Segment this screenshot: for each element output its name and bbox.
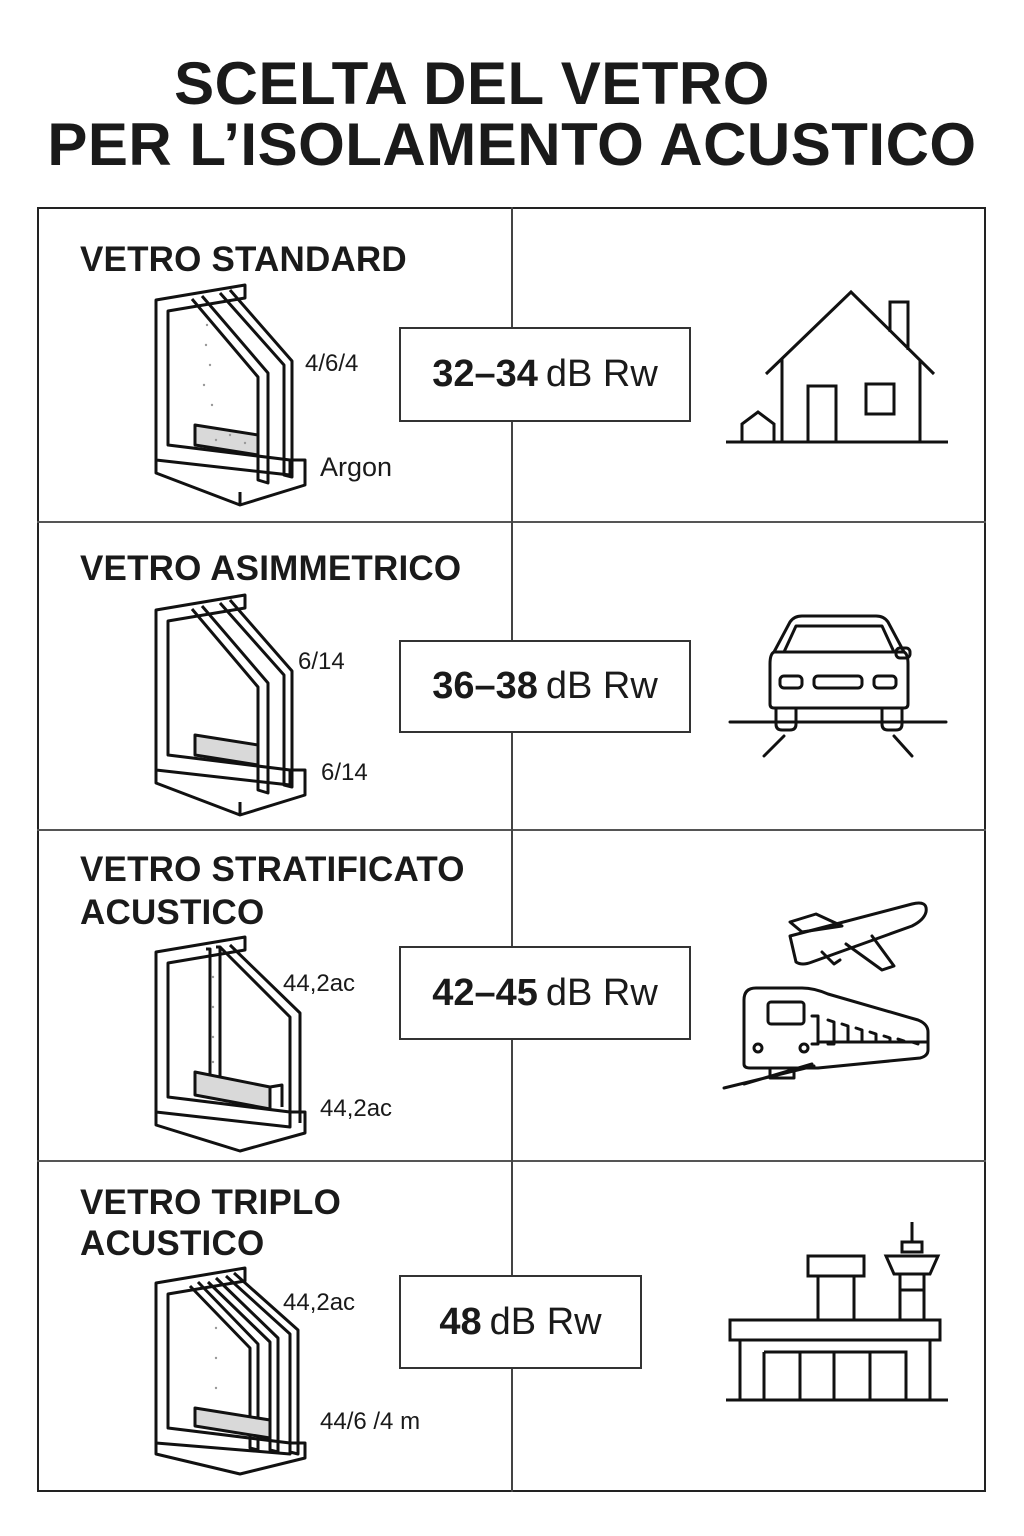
rating-box: [399, 946, 691, 1040]
page-title-line2: PER L’ISOLAMENTO ACUSTICO: [47, 111, 977, 178]
spec-bottom: 44,2ac: [320, 1095, 393, 1122]
row-title-laminated: VETRO STRATIFICATO: [80, 850, 465, 889]
airport-icon: [724, 1218, 950, 1406]
row-title-standard: VETRO STANDARD: [80, 240, 407, 279]
rating-value: 48: [439, 1300, 482, 1343]
double-glazing-window-icon: [150, 285, 310, 510]
rating-box: [399, 640, 691, 733]
rating-unit: dB Rw: [545, 665, 658, 707]
row-title-asymmetric: VETRO ASIMMETRICO: [80, 549, 462, 588]
rating-value: 42–45: [432, 971, 538, 1014]
spec-top: 44,2ac: [283, 1289, 356, 1316]
rating-unit: dB Rw: [545, 971, 658, 1014]
spec-top: 44,2ac: [283, 970, 356, 997]
rating-value: 32–34: [432, 353, 538, 395]
row-title-laminated-line2: ACUSTICO: [80, 893, 265, 932]
rating-unit: dB Rw: [489, 1300, 602, 1343]
plane-train-icon: [722, 892, 934, 1092]
car-icon: [728, 612, 950, 760]
spec-bottom: 44/6 /4 m: [320, 1408, 421, 1435]
rating-value: 36–38: [432, 665, 538, 707]
spec-bottom: Argon: [320, 452, 393, 482]
spec-top: 6/14: [298, 648, 345, 675]
spec-bottom: 6/14: [321, 759, 368, 786]
spec-top: 4/6/4: [305, 350, 359, 377]
rating-box: [399, 1275, 642, 1369]
house-icon: [724, 288, 950, 448]
page-title-line1: SCELTA DEL VETRO: [174, 50, 770, 117]
row-title-triple-line2: ACUSTICO: [80, 1224, 265, 1263]
row-title-triple: VETRO TRIPLO: [80, 1183, 342, 1222]
rating-box: [399, 327, 691, 422]
rating-unit: dB Rw: [545, 353, 658, 395]
double-glazing-window-icon: [150, 595, 310, 820]
